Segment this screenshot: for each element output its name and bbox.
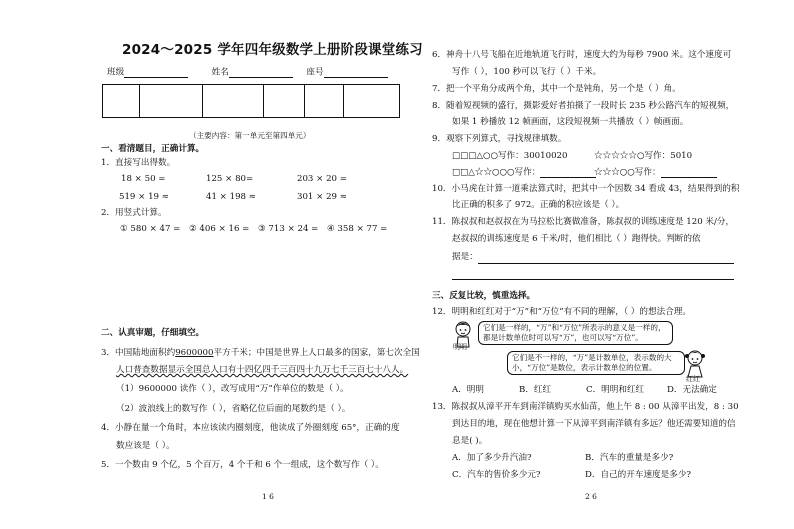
question-12: 12．明明和红红对于“万”和“万位”有不同的理解，（ ）的想法合理。 [432,307,691,317]
pattern-question-1 [452,167,596,178]
q3-sub2: （2）波浪线上的数写作（ ），省略亿位后面的尾数约是（ ）。 [116,404,351,414]
page-number-right: 2 6 [585,492,597,501]
pattern-question-2-label: ☆☆☆○○写作： [594,167,661,178]
q3-underlined-number: 9600000 [175,348,214,358]
section-3-heading: 三、反复比较，慎重选择。 [432,291,536,301]
score-cell[interactable] [103,85,140,118]
question-9: 9．观察下列算式，寻找规律填数。 [432,134,567,144]
q3-text-a: 3．中国陆地面积约 [101,348,176,358]
q12-option-d[interactable]: D．无法确定 [667,385,717,395]
q12-option-a[interactable]: A．明明 [452,385,484,395]
pattern-example-1: □□□△○○写作：30010020 [452,151,568,161]
score-cell[interactable] [344,85,400,118]
question-4-line2: 数应该是（ ）。 [116,441,175,451]
calc-item: 519 × 19 ≈ [119,192,169,202]
score-cell[interactable] [305,85,344,118]
student-info-row [107,67,388,78]
score-table [102,84,400,118]
calc-item: 41 × 198 ≈ [206,192,256,202]
seat-field[interactable] [324,67,388,78]
question-13-line1: 13．陈叔叔从漳平开车到南洋镇购买水仙苗，他上午 8 : 00 从漳平出发，8 : 30 [432,402,739,412]
scope-note: （主要内容：第一单元至第四单元） [189,131,311,140]
vertical-calc-item: ① 580 × 47 = [120,224,181,234]
pattern-example-2: ☆☆☆☆☆○写作：5010 [594,151,693,161]
pattern-question-2 [594,167,717,178]
question-5: 5．一个数由 9 个亿，5 个百万，4 个千和 6 个一组成，这个数写作（ ）。 [101,460,384,470]
class-label: 班级 [107,67,125,78]
section-2-heading: 二、认真审题，仔细填空。 [101,328,205,338]
honghong-label: 红红 [686,375,700,383]
q13-option-b[interactable]: B．汽车的重量是多少? [585,453,674,463]
page-title: 2024～2025 学年四年级数学上册阶段课堂练习 [122,42,423,58]
question-8-line2: 如果 1 秒播放 12 帧画面，这段短视频一共播放（ ）帧画面。 [452,117,689,127]
question-6-line1: 6．神舟十八号飞船在近地轨道飞行时，速度大约为每秒 7900 米。这个速度可 [432,50,732,60]
score-cell[interactable] [264,85,305,118]
q12-option-c[interactable]: C．明明和红红 [586,385,645,395]
q13-option-d[interactable]: D．自己的开车速度是多少? [585,470,692,480]
honghong-speech-bubble: 它们是不一样的，“万”是计数单位，表示数的大小，“万位”是数位，表示计数单位的位置。 [507,351,685,375]
name-field[interactable] [229,67,293,78]
q12-option-b[interactable]: B．红红 [519,385,552,395]
question-10-line1: 10．小马虎在计算一道乘法算式时，把其中一个因数 34 看成 43，结果得到的积 [432,184,740,194]
question-4-line1: 4．小静在量一个角时，本应该读内圈刻度，他读成了外圈刻度 65°，正确的度 [101,423,400,433]
q3-sub1: （1）9600000 读作（ ），改写成用“万”作单位的数是（ ）。 [116,384,349,394]
pattern-question-1-label: □□△☆☆○○○写作： [452,167,541,178]
question-8-line1: 8．随着短视频的盛行，摄影爱好者拍摄了一段时长 235 秒公路汽车的短视频， [432,101,735,111]
question-7: 7．把一个平角分成两个角，其中一个是钝角，另一个是（ ）角。 [432,84,681,94]
question-10-line2: 比正确的积多了 972。正确的积应该是（ ）。 [452,200,625,210]
pattern-answer-2[interactable] [661,167,717,178]
calc-item: 301 × 29 ≈ [297,192,347,202]
question-11-line1: 11．陈叔叔和赵叔叔在为马拉松比赛做准备，陈叔叔的训练速度是 120 米/分， [432,217,735,227]
vertical-calc-item: ④ 358 × 77 = [327,224,388,234]
q3-line2: 人口普查数据显示全国总人口有十四亿四千三百四十九万七千三百七十八人。 [116,365,409,375]
question-1: 1．直接写出得数。 [101,158,176,168]
mingming-label: 明明 [453,343,467,351]
question-11-line3: 据是： [452,252,478,262]
q13-option-c[interactable]: C．汽车的售价多少元? [452,470,541,480]
seat-label: 座号 [306,67,324,78]
question-13-line2: 到达目的地，现在他想计算一下从漳平到南洋镇有多远？他还需要知道的信 [452,419,736,429]
page-number-left: 1 6 [262,492,274,501]
question-2: 2．用竖式计算。 [101,208,167,218]
q3-text-b: 平方千米；中国是世界上人口最多的国家，第七次全国 [213,348,420,358]
name-label: 姓名 [211,67,229,78]
calc-item: 18 × 50 = [121,174,166,184]
question-6-line2: 写作（ ），100 秒可以飞行（ ）千米。 [452,67,602,77]
vertical-calc-item: ② 406 × 16 = [189,224,250,234]
answer-line[interactable] [452,279,734,280]
score-cell[interactable] [140,85,203,118]
q13-option-a[interactable]: A．加了多少升汽油? [452,453,532,463]
question-11-line2: 赵叔叔的训练速度是 6 千米/时，他们相比（ ）跑得快。判断的依 [452,234,701,244]
question-13-line3: 息是( )。 [452,436,488,446]
pattern-answer-1[interactable] [540,167,596,178]
answer-line[interactable] [478,263,734,264]
section-1-heading: 一、看清题目，正确计算。 [101,144,205,154]
score-cell[interactable] [203,85,264,118]
question-3 [101,348,420,359]
calc-item: 125 × 80= [206,174,254,184]
calc-item: 203 × 20 = [297,174,347,184]
mingming-speech-bubble: 它们是一样的，“万”和“万位”所表示的意义是一样的，都是计数单位时可以写“万”，也可以写“万位”。 [478,321,673,345]
vertical-calc-item: ③ 713 × 24 = [258,224,319,234]
class-field[interactable] [124,67,188,78]
